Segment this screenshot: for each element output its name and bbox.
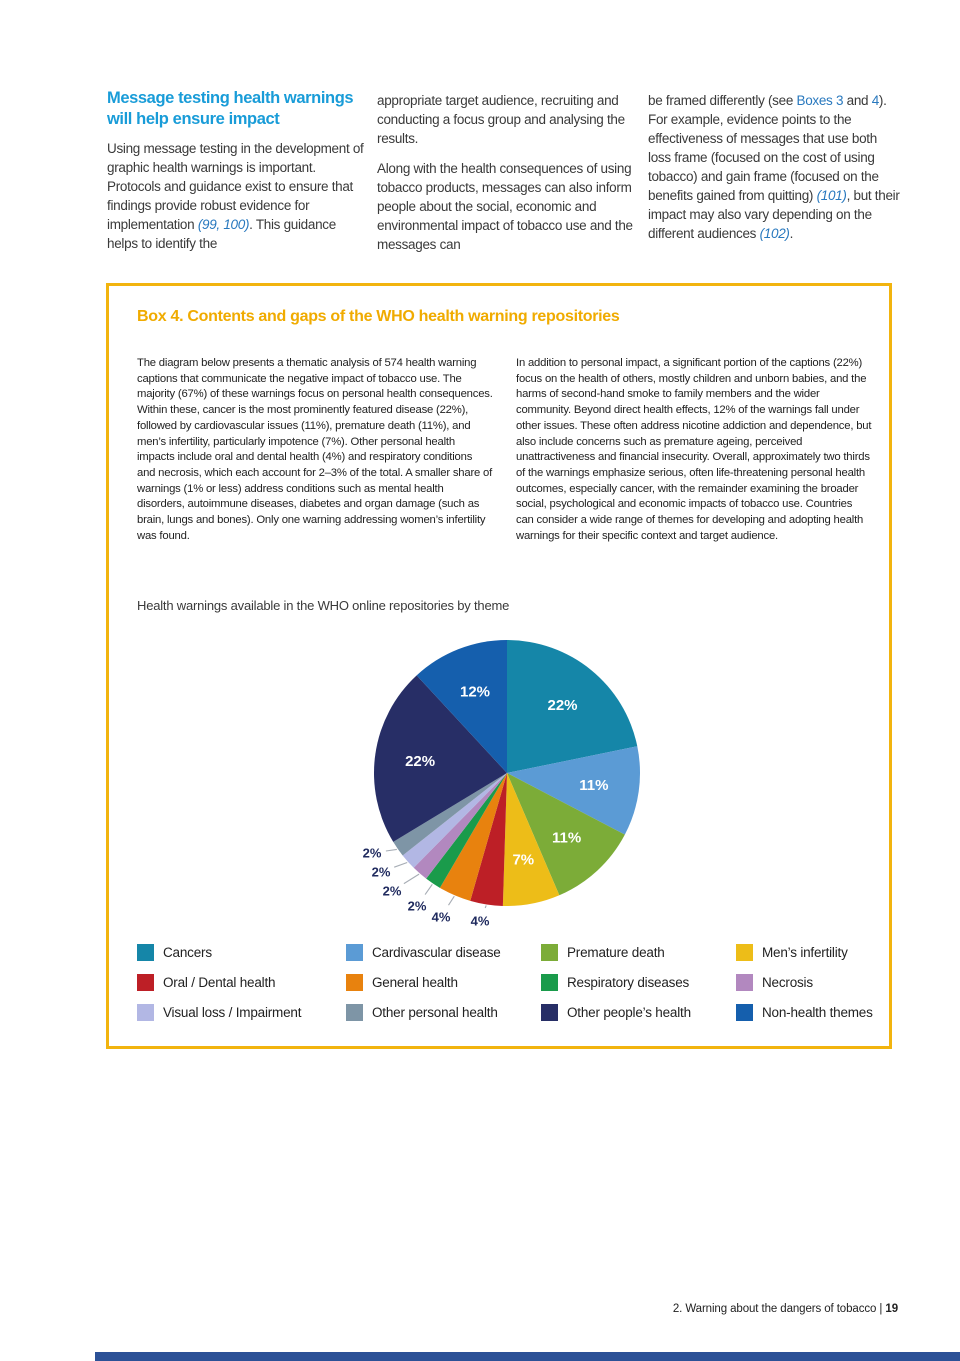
legend-label: Respiratory diseases	[567, 975, 690, 990]
legend-label: Premature death	[567, 945, 665, 960]
legend-swatch	[137, 974, 154, 991]
box-text-right: In addition to personal impact, a significant portion of the captions (22%) focus on the health of others, mostly children and unborn babies, and the harms of second-hand smoke to family members and the wider community. Beyond direct health effects, 12% of the warnings fall under other issues. These often address nicotine addiction and dependence, but also include concerns such as premature ageing, perceived unattractiveness and financial insecurity. Overall, approximately two thirds of the warnings emphasize serious, often life-threatening personal health outcomes, especially cancer, with the remainder examining the broader social, psychological and economic impacts of tobacco use. Countries can consider a wide range of themes for developing and adopting health warnings for their specific context and target audience.	[516, 357, 872, 542]
cross-reference-link[interactable]: (101)	[816, 188, 847, 203]
legend-item-other-people-s-health	[541, 1004, 736, 1021]
chart-title: Health warnings available in the WHO online repositories by theme	[137, 598, 510, 613]
slice-label-premature-death: 11%	[551, 829, 582, 847]
text-run: , but their impact may also vary depending on the different audiences	[648, 188, 900, 241]
slice-label-non-health-themes: 12%	[459, 683, 491, 701]
legend-item-necrosis	[736, 974, 886, 991]
intro-column-1	[107, 139, 365, 264]
legend-label: Other people’s health	[567, 1005, 691, 1020]
legend-swatch	[736, 974, 753, 991]
text-run: and	[843, 93, 872, 108]
legend-item-cancers	[137, 944, 346, 961]
legend-label: Cancers	[163, 945, 212, 960]
footer-separator: |	[879, 1303, 883, 1315]
bottom-accent-bar	[95, 1352, 960, 1361]
section-heading: Message testing health warnings will help ensure impact	[107, 89, 354, 128]
callout-leader-line	[449, 896, 455, 905]
slice-callout-label-general-health: 4%	[431, 909, 451, 925]
legend-label: General health	[372, 975, 458, 990]
slice-label-other-people-s-health: 22%	[405, 752, 436, 770]
page-number: 19	[885, 1303, 898, 1315]
legend-item-men-s-infertility	[736, 944, 886, 961]
paragraph: Along with the health consequences of using tobacco products, messages can also inform people about the social, economic and environmental impact of tobacco use and the messages can	[377, 161, 633, 252]
legend-item-premature-death	[541, 944, 736, 961]
callout-leader-line	[485, 905, 486, 908]
legend-label: Men’s infertility	[762, 945, 848, 960]
cross-reference-link[interactable]: Boxes 3	[796, 93, 844, 108]
slice-label-cancers: 22%	[547, 697, 578, 714]
pie-chart	[330, 628, 690, 944]
box-4-panel	[106, 283, 892, 1049]
legend-swatch	[137, 1004, 154, 1021]
legend-item-cardivascular-disease	[346, 944, 541, 961]
text-run: be framed differently (see	[648, 93, 797, 108]
legend-swatch	[541, 944, 558, 961]
text-run: .	[789, 226, 794, 241]
legend-swatch	[541, 974, 558, 991]
legend-label: Oral / Dental health	[163, 975, 276, 990]
slice-callout-label-necrosis: 2%	[382, 883, 402, 899]
callout-leader-line	[386, 849, 397, 851]
cross-reference-link[interactable]: 4	[871, 93, 879, 108]
legend-swatch	[346, 1004, 363, 1021]
box-text-left: The diagram below presents a thematic analysis of 574 health warning captions that communicate the negative impact of tobacco use. The majority (67%) of these warnings focus on personal health consequences. Within these, cancer is the most prominently featured disease (22%), followed by cardiovascular issues (11%), premature death (11%), and men’s infertility, particularly impotence (7%). Other personal health impacts include oral and dental health (4%) and respiratory conditions and necrosis, which each account for 2–3% of the total. A smaller share of warnings (1% or less) address conditions such as mental health disorders, autoimmune diseases, diabetes and organ damage (such as brain, lungs and bones). Only one warning addressing women’s infertility was found.	[137, 357, 493, 542]
slice-callout-label-oral-dental-health: 4%	[470, 913, 490, 929]
slice-callout-label-visual-loss-impairment: 2%	[371, 864, 391, 880]
legend-swatch	[137, 944, 154, 961]
cross-reference-link[interactable]: (102)	[759, 226, 790, 241]
chart-legend	[137, 944, 886, 1021]
legend-label: Visual loss / Impairment	[163, 1005, 302, 1020]
paragraph	[648, 91, 902, 243]
legend-swatch	[346, 944, 363, 961]
legend-swatch	[736, 1004, 753, 1021]
legend-label: Necrosis	[762, 975, 813, 990]
legend-item-visual-loss-impairment	[137, 1004, 346, 1021]
legend-item-respiratory-diseases	[541, 974, 736, 991]
slice-callout-label-other-personal-health: 2%	[362, 845, 382, 861]
paragraph: appropriate target audience, recruiting and conducting a focus group and analysing the results.	[377, 93, 625, 146]
legend-item-other-personal-health	[346, 1004, 541, 1021]
slice-callout-label-respiratory-diseases: 2%	[407, 898, 427, 914]
page-footer	[673, 1303, 898, 1315]
paragraph	[107, 139, 365, 253]
legend-swatch	[736, 944, 753, 961]
legend-label: Non-health themes	[762, 1005, 873, 1020]
callout-leader-line	[425, 884, 432, 894]
intro-column-2	[377, 91, 635, 265]
callout-leader-line	[394, 863, 407, 868]
slice-label-cardivascular-disease: 11%	[579, 777, 609, 795]
box-title: Box 4. Contents and gaps of the WHO health warning repositories	[137, 308, 620, 325]
text-run: Using message testing in the development of graphic health warnings is important. Protocols and guidance exist to ensure that findings provide robust evidence for implementation	[107, 141, 364, 232]
legend-swatch	[541, 1004, 558, 1021]
cross-reference-link[interactable]: (99, 100)	[197, 217, 250, 232]
footer-chapter: 2. Warning about the dangers of tobacco	[672, 1303, 877, 1315]
text-run: ). For example, evidence points to the effectiveness of messages that use both loss frame (focused on the cost of using tobacco) and gain frame (focused on the benefits gained from quitting)	[648, 93, 887, 203]
legend-label: Other personal health	[372, 1005, 498, 1020]
legend-item-general-health	[346, 974, 541, 991]
slice-label-men-s-infertility: 7%	[512, 851, 535, 869]
legend-item-oral-dental-health	[137, 974, 346, 991]
legend-swatch	[346, 974, 363, 991]
legend-label: Cardivascular disease	[372, 945, 501, 960]
intro-column-3	[648, 91, 902, 254]
text-run: . This guidance helps to identify the	[107, 217, 336, 251]
callout-leader-line	[404, 874, 419, 884]
legend-item-non-health-themes	[736, 1004, 886, 1021]
